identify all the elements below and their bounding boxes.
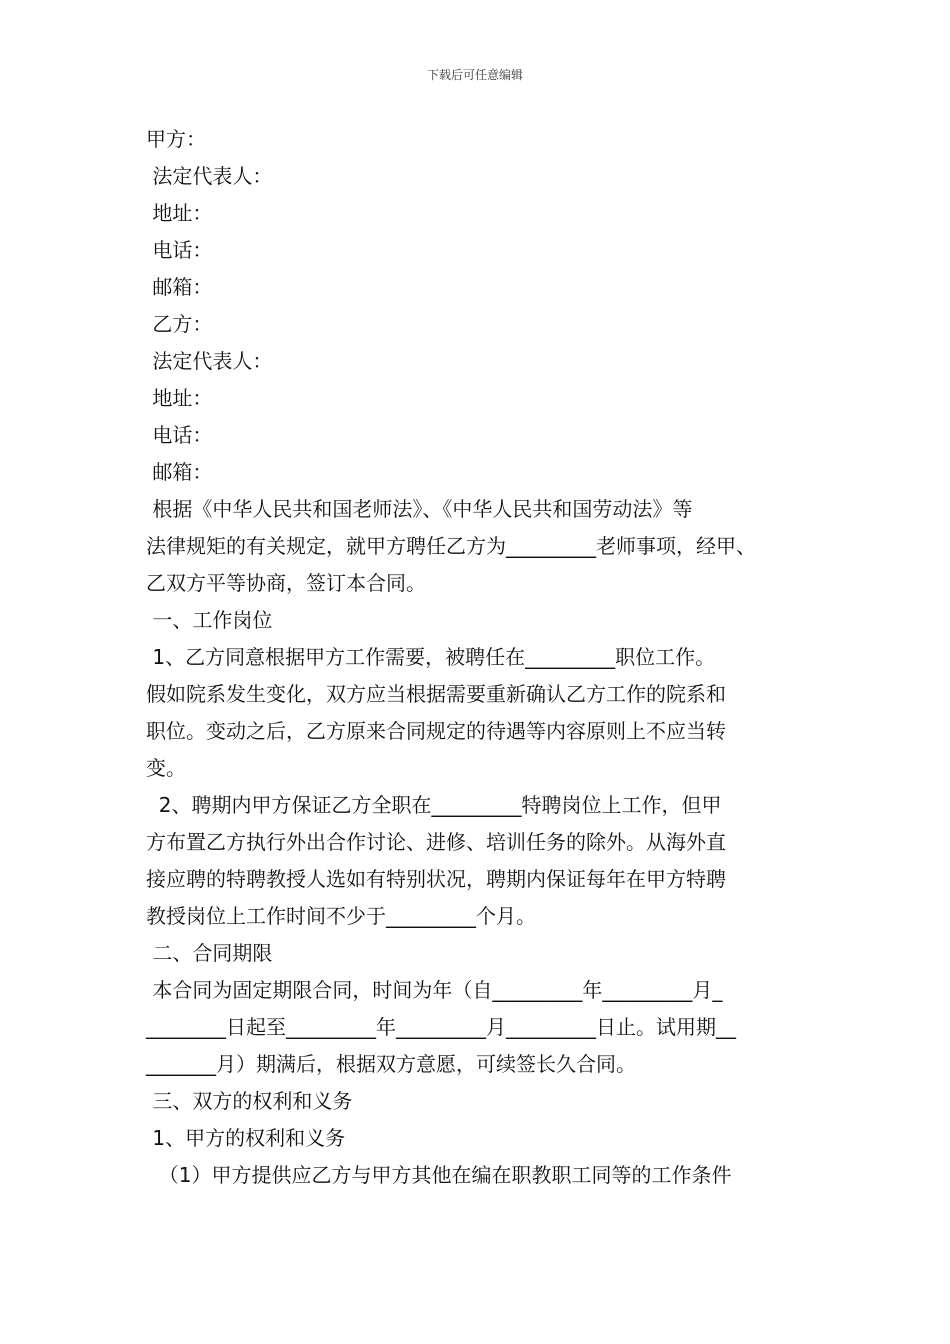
- text-line: 电话：: [146, 238, 213, 262]
- text-line: 法律规矩的有关规定，就甲方聘任乙方为_________老师事项，经甲、: [146, 534, 756, 558]
- text-line: 根据《中华人民共和国老师法》、《中华人民共和国劳动法》等: [146, 497, 693, 521]
- text-line: ________日起至_________年_________月_________日止。试用期__: [146, 1015, 736, 1039]
- page-header: 下载后可任意编辑: [426, 68, 523, 82]
- text-line: 地址：: [146, 201, 213, 225]
- text-line: 1、乙方同意根据甲方工作需要，被聘任在_________职位工作。: [146, 645, 716, 669]
- text-line: 接应聘的特聘教授人选如有特别状况，聘期内保证每年在甲方特聘: [146, 867, 726, 891]
- text-line: 教授岗位上工作时间不少于_________个月。: [146, 904, 536, 928]
- text-line: 假如院系发生变化，双方应当根据需要重新确认乙方工作的院系和: [146, 682, 726, 706]
- section-heading: 二、合同期限: [146, 941, 273, 965]
- text-line: 方布置乙方执行外出合作讨论、进修、培训任务的除外。从海外直: [146, 830, 726, 854]
- text-line: 邮箱：: [146, 460, 213, 484]
- text-line: 变。: [146, 756, 186, 780]
- contract-body: [146, 121, 806, 1194]
- text-line: 乙方：: [146, 312, 213, 336]
- text-line: _______月）期满后，根据双方意愿，可续签长久合同。: [146, 1052, 636, 1076]
- text-line: 乙双方平等协商，签订本合同。: [146, 571, 426, 595]
- text-line: 邮箱：: [146, 275, 213, 299]
- section-heading: 三、双方的权利和义务: [146, 1089, 353, 1113]
- text-line: 本合同为固定期限合同，时间为年（自_________年_________月_: [146, 978, 723, 1002]
- text-line: 职位。变动之后，乙方原来合同规定的待遇等内容原则上不应当转: [146, 719, 726, 743]
- text-line: （1）甲方提供应乙方与甲方其他在编在职教职工同等的工作条件: [146, 1163, 732, 1187]
- text-line: 甲方：: [146, 127, 206, 151]
- subsection-heading: 1、甲方的权利和义务: [146, 1126, 346, 1150]
- section-heading: 一、工作岗位: [146, 608, 273, 632]
- text-line: 电话：: [146, 423, 213, 447]
- text-line: 地址：: [146, 386, 213, 410]
- text-line: 法定代表人：: [146, 164, 273, 188]
- text-line: 2、聘期内甲方保证乙方全职在_________特聘岗位上工作，但甲: [146, 793, 722, 817]
- text-line: 法定代表人：: [146, 349, 273, 373]
